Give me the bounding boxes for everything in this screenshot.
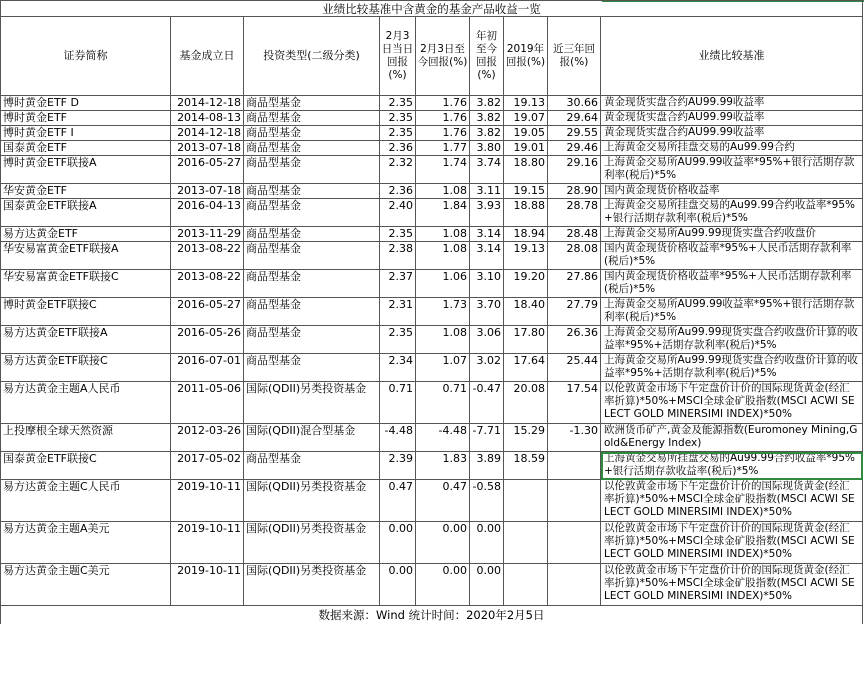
return-2019-cell[interactable]: 19.05 bbox=[504, 126, 548, 141]
fund-name-cell[interactable]: 易方达黄金ETF bbox=[1, 227, 171, 242]
benchmark-cell[interactable]: 欧洲货币矿产,黄金及能源指数(Euromoney Mining,Gold&Energy Index) bbox=[601, 424, 863, 452]
fund-name-cell[interactable]: 国泰黄金ETF bbox=[1, 141, 171, 156]
table-row bbox=[1, 522, 863, 564]
return-3y-cell[interactable] bbox=[548, 480, 601, 522]
return-3y-cell[interactable]: -1.30 bbox=[548, 424, 601, 452]
return-3y-cell[interactable]: 30.66 bbox=[548, 96, 601, 111]
inception-date-cell[interactable]: 2014-12-18 bbox=[171, 96, 244, 111]
header-type[interactable]: 投资类型(二级分类) bbox=[244, 17, 380, 96]
table-row bbox=[1, 354, 863, 382]
return-3y-cell[interactable]: 29.55 bbox=[548, 126, 601, 141]
return-3y-cell[interactable]: 28.08 bbox=[548, 242, 601, 270]
ytd-return-cell[interactable]: -7.71 bbox=[470, 424, 504, 452]
return-2019-cell[interactable]: 20.08 bbox=[504, 382, 548, 424]
table-row bbox=[1, 242, 863, 270]
inception-date-cell[interactable]: 2011-05-06 bbox=[171, 382, 244, 424]
since-return-cell[interactable]: 1.07 bbox=[416, 354, 470, 382]
return-3y-cell[interactable] bbox=[548, 564, 601, 606]
day-return-cell[interactable]: 0.00 bbox=[380, 522, 416, 564]
return-2019-cell[interactable]: 15.29 bbox=[504, 424, 548, 452]
data-source-note: 数据来源：Wind 统计时间：2020年2月5日 bbox=[1, 606, 863, 625]
since-return-cell[interactable]: 1.76 bbox=[416, 111, 470, 126]
return-3y-cell[interactable]: 28.78 bbox=[548, 199, 601, 227]
benchmark-cell[interactable]: 黄金现货实盘合约AU99.99收益率 bbox=[601, 96, 863, 111]
return-2019-cell[interactable]: 19.01 bbox=[504, 141, 548, 156]
return-2019-cell[interactable]: 18.40 bbox=[504, 298, 548, 326]
day-return-cell[interactable]: -4.48 bbox=[380, 424, 416, 452]
ytd-return-cell[interactable]: -0.58 bbox=[470, 480, 504, 522]
fund-name-cell[interactable]: 易方达黄金主题C人民币 bbox=[1, 480, 171, 522]
fund-type-cell[interactable]: 商品型基金 bbox=[244, 242, 380, 270]
day-return-cell[interactable]: 2.32 bbox=[380, 156, 416, 184]
header-name[interactable]: 证券简称 bbox=[1, 17, 171, 96]
ytd-return-cell[interactable]: -0.47 bbox=[470, 382, 504, 424]
ytd-return-cell[interactable]: 3.80 bbox=[470, 141, 504, 156]
fund-name-cell[interactable]: 华安黄金ETF bbox=[1, 184, 171, 199]
fund-type-cell[interactable]: 商品型基金 bbox=[244, 96, 380, 111]
fund-name-cell[interactable]: 华安易富黄金ETF联接C bbox=[1, 270, 171, 298]
ytd-return-cell[interactable]: 3.10 bbox=[470, 270, 504, 298]
fund-name-cell[interactable]: 博时黄金ETF联接A bbox=[1, 156, 171, 184]
day-return-cell[interactable]: 2.35 bbox=[380, 96, 416, 111]
day-return-cell[interactable]: 2.37 bbox=[380, 270, 416, 298]
ytd-return-cell[interactable]: 3.14 bbox=[470, 227, 504, 242]
table-title: 业绩比较基准中含黄金的基金产品收益一览 bbox=[1, 1, 863, 17]
benchmark-cell[interactable]: 上海黄金交易所AU99.99收益率*95%+银行活期存款利率(税后)*5% bbox=[601, 156, 863, 184]
inception-date-cell[interactable]: 2016-04-13 bbox=[171, 199, 244, 227]
return-2019-cell[interactable]: 18.88 bbox=[504, 199, 548, 227]
ytd-return-cell[interactable]: 3.82 bbox=[470, 111, 504, 126]
fund-name-cell[interactable]: 博时黄金ETF I bbox=[1, 126, 171, 141]
day-return-cell[interactable]: 0.47 bbox=[380, 480, 416, 522]
header-since-return[interactable]: 2月3日至今回报(%) bbox=[416, 17, 470, 96]
inception-date-cell[interactable]: 2013-08-22 bbox=[171, 270, 244, 298]
inception-date-cell[interactable]: 2019-10-11 bbox=[171, 480, 244, 522]
return-2019-cell[interactable]: 18.59 bbox=[504, 452, 548, 480]
since-return-cell[interactable]: 1.06 bbox=[416, 270, 470, 298]
return-2019-cell[interactable]: 19.20 bbox=[504, 270, 548, 298]
inception-date-cell[interactable]: 2013-07-18 bbox=[171, 141, 244, 156]
ytd-return-cell[interactable]: 3.89 bbox=[470, 452, 504, 480]
since-return-cell[interactable]: 1.77 bbox=[416, 141, 470, 156]
fund-type-cell[interactable]: 商品型基金 bbox=[244, 184, 380, 199]
table-row bbox=[1, 199, 863, 227]
inception-date-cell[interactable]: 2016-05-27 bbox=[171, 156, 244, 184]
return-2019-cell[interactable] bbox=[504, 564, 548, 606]
table-row bbox=[1, 156, 863, 184]
fund-type-cell[interactable]: 商品型基金 bbox=[244, 354, 380, 382]
fund-type-cell[interactable]: 商品型基金 bbox=[244, 227, 380, 242]
table-row bbox=[1, 382, 863, 424]
fund-type-cell[interactable]: 商品型基金 bbox=[244, 126, 380, 141]
benchmark-cell[interactable]: 黄金现货实盘合约AU99.99收益率 bbox=[601, 126, 863, 141]
table-row bbox=[1, 298, 863, 326]
inception-date-cell[interactable]: 2012-03-26 bbox=[171, 424, 244, 452]
fund-type-cell[interactable]: 国际(QDII)另类投资基金 bbox=[244, 480, 380, 522]
since-return-cell[interactable]: 1.73 bbox=[416, 298, 470, 326]
ytd-return-cell[interactable]: 3.14 bbox=[470, 242, 504, 270]
table-row bbox=[1, 480, 863, 522]
return-3y-cell[interactable]: 29.16 bbox=[548, 156, 601, 184]
benchmark-cell[interactable]: 上海黄金交易所AU99.99收益率*95%+银行活期存款利率(税后)*5% bbox=[601, 298, 863, 326]
benchmark-cell[interactable]: 以伦敦黄金市场下午定盘价计价的国际现货黄金(经汇率折算)*50%+MSCI全球金矿股指数(MSCI ACWI SELECT GOLD MINERSIMI INDEX)*50% bbox=[601, 382, 863, 424]
table-row bbox=[1, 270, 863, 298]
table-row bbox=[1, 126, 863, 141]
fund-name-cell[interactable]: 博时黄金ETF bbox=[1, 111, 171, 126]
return-3y-cell[interactable] bbox=[548, 522, 601, 564]
benchmark-cell[interactable]: 黄金现货实盘合约AU99.99收益率 bbox=[601, 111, 863, 126]
return-2019-cell[interactable]: 18.80 bbox=[504, 156, 548, 184]
return-3y-cell[interactable]: 25.44 bbox=[548, 354, 601, 382]
ytd-return-cell[interactable]: 3.02 bbox=[470, 354, 504, 382]
since-return-cell[interactable]: 0.00 bbox=[416, 564, 470, 606]
fund-name-cell[interactable]: 博时黄金ETF D bbox=[1, 96, 171, 111]
inception-date-cell[interactable]: 2013-08-22 bbox=[171, 242, 244, 270]
inception-date-cell[interactable]: 2013-11-29 bbox=[171, 227, 244, 242]
day-return-cell[interactable]: 2.38 bbox=[380, 242, 416, 270]
benchmark-cell[interactable]: 国内黄金现货价格收益率*95%+人民币活期存款利率(税后)*5% bbox=[601, 270, 863, 298]
ytd-return-cell[interactable]: 3.82 bbox=[470, 126, 504, 141]
inception-date-cell[interactable]: 2013-07-18 bbox=[171, 184, 244, 199]
fund-type-cell[interactable]: 国际(QDII)另类投资基金 bbox=[244, 382, 380, 424]
inception-date-cell[interactable]: 2014-12-18 bbox=[171, 126, 244, 141]
since-return-cell[interactable]: 1.76 bbox=[416, 126, 470, 141]
ytd-return-cell[interactable]: 0.00 bbox=[470, 522, 504, 564]
return-2019-cell[interactable]: 17.64 bbox=[504, 354, 548, 382]
fund-type-cell[interactable]: 商品型基金 bbox=[244, 298, 380, 326]
since-return-cell[interactable]: -4.48 bbox=[416, 424, 470, 452]
since-return-cell[interactable]: 0.47 bbox=[416, 480, 470, 522]
benchmark-cell[interactable]: 以伦敦黄金市场下午定盘价计价的国际现货黄金(经汇率折算)*50%+MSCI全球金矿股指数(MSCI ACWI SELECT GOLD MINERSIMI INDEX)*50% bbox=[601, 480, 863, 522]
inception-date-cell[interactable]: 2016-05-27 bbox=[171, 298, 244, 326]
day-return-cell[interactable]: 2.31 bbox=[380, 298, 416, 326]
day-return-cell[interactable]: 2.39 bbox=[380, 452, 416, 480]
return-2019-cell[interactable]: 19.13 bbox=[504, 242, 548, 270]
return-3y-cell[interactable]: 27.86 bbox=[548, 270, 601, 298]
fund-type-cell[interactable]: 商品型基金 bbox=[244, 270, 380, 298]
since-return-cell[interactable]: 1.08 bbox=[416, 242, 470, 270]
fund-type-cell[interactable]: 国际(QDII)混合型基金 bbox=[244, 424, 380, 452]
ytd-return-cell[interactable]: 3.70 bbox=[470, 298, 504, 326]
benchmark-cell[interactable]: 以伦敦黄金市场下午定盘价计价的国际现货黄金(经汇率折算)*50%+MSCI全球金矿股指数(MSCI ACWI SELECT GOLD MINERSIMI INDEX)*50% bbox=[601, 522, 863, 564]
return-3y-cell[interactable] bbox=[548, 452, 601, 480]
ytd-return-cell[interactable]: 0.00 bbox=[470, 564, 504, 606]
fund-name-cell[interactable]: 上投摩根全球天然资源 bbox=[1, 424, 171, 452]
benchmark-cell[interactable]: 上海黄金交易所Au99.99现货实盘合约收盘价计算的收益率*95%+活期存款利率(税后)*5% bbox=[601, 354, 863, 382]
fund-name-cell[interactable]: 易方达黄金主题C美元 bbox=[1, 564, 171, 606]
since-return-cell[interactable]: 1.83 bbox=[416, 452, 470, 480]
day-return-cell[interactable]: 2.36 bbox=[380, 184, 416, 199]
table-row bbox=[1, 96, 863, 111]
ytd-return-cell[interactable]: 3.82 bbox=[470, 96, 504, 111]
return-3y-cell[interactable]: 27.79 bbox=[548, 298, 601, 326]
table-row bbox=[1, 227, 863, 242]
fund-name-cell[interactable]: 易方达黄金ETF联接A bbox=[1, 326, 171, 354]
ytd-return-cell[interactable]: 3.74 bbox=[470, 156, 504, 184]
since-return-cell[interactable]: 1.08 bbox=[416, 227, 470, 242]
inception-date-cell[interactable]: 2017-05-02 bbox=[171, 452, 244, 480]
header-3y-return[interactable]: 近三年回报(%) bbox=[548, 17, 601, 96]
ytd-return-cell[interactable]: 3.93 bbox=[470, 199, 504, 227]
table-row bbox=[1, 111, 863, 126]
return-2019-cell[interactable]: 19.07 bbox=[504, 111, 548, 126]
table-row bbox=[1, 326, 863, 354]
benchmark-cell[interactable]: 国内黄金现货价格收益率*95%+人民币活期存款利率(税后)*5% bbox=[601, 242, 863, 270]
table-row bbox=[1, 564, 863, 606]
since-return-cell[interactable]: 1.08 bbox=[416, 184, 470, 199]
fund-type-cell[interactable]: 商品型基金 bbox=[244, 452, 380, 480]
day-return-cell[interactable]: 2.34 bbox=[380, 354, 416, 382]
ytd-return-cell[interactable]: 3.11 bbox=[470, 184, 504, 199]
header-2019-return[interactable]: 2019年回报(%) bbox=[504, 17, 548, 96]
fund-type-cell[interactable]: 国际(QDII)另类投资基金 bbox=[244, 564, 380, 606]
inception-date-cell[interactable]: 2019-10-11 bbox=[171, 564, 244, 606]
return-3y-cell[interactable]: 26.36 bbox=[548, 326, 601, 354]
day-return-cell[interactable]: 2.35 bbox=[380, 227, 416, 242]
ytd-return-cell[interactable]: 3.06 bbox=[470, 326, 504, 354]
since-return-cell[interactable]: 0.00 bbox=[416, 522, 470, 564]
header-day-return[interactable]: 2月3日当日回报(%) bbox=[380, 17, 416, 96]
benchmark-cell[interactable]: 上海黄金交易所挂盘交易的Au99.99合约收益率*95%+银行活期存款利率(税后)*5% bbox=[601, 199, 863, 227]
fund-type-cell[interactable]: 商品型基金 bbox=[244, 111, 380, 126]
fund-name-cell[interactable]: 博时黄金ETF联接C bbox=[1, 298, 171, 326]
benchmark-cell[interactable]: 上海黄金交易所挂盘交易的Au99.99合约 bbox=[601, 141, 863, 156]
fund-type-cell[interactable]: 商品型基金 bbox=[244, 156, 380, 184]
return-2019-cell[interactable] bbox=[504, 522, 548, 564]
fund-name-cell[interactable]: 国泰黄金ETF联接C bbox=[1, 452, 171, 480]
day-return-cell[interactable]: 0.71 bbox=[380, 382, 416, 424]
return-3y-cell[interactable]: 28.90 bbox=[548, 184, 601, 199]
fund-name-cell[interactable]: 易方达黄金ETF联接C bbox=[1, 354, 171, 382]
benchmark-cell[interactable]: 上海黄金交易所Au99.99现货实盘合约收盘价 bbox=[601, 227, 863, 242]
fund-type-cell[interactable]: 国际(QDII)另类投资基金 bbox=[244, 522, 380, 564]
inception-date-cell[interactable]: 2016-07-01 bbox=[171, 354, 244, 382]
fund-type-cell[interactable]: 商品型基金 bbox=[244, 326, 380, 354]
day-return-cell[interactable]: 2.35 bbox=[380, 326, 416, 354]
day-return-cell[interactable]: 2.36 bbox=[380, 141, 416, 156]
table-row bbox=[1, 184, 863, 199]
return-2019-cell[interactable]: 17.80 bbox=[504, 326, 548, 354]
fund-type-cell[interactable]: 商品型基金 bbox=[244, 199, 380, 227]
benchmark-cell[interactable]: 上海黄金交易所挂盘交易的Au99.99合约收益率*95%+银行活期存款收益率(税后)*5% bbox=[601, 452, 863, 480]
fund-name-cell[interactable]: 易方达黄金主题A美元 bbox=[1, 522, 171, 564]
return-3y-cell[interactable]: 17.54 bbox=[548, 382, 601, 424]
since-return-cell[interactable]: 1.74 bbox=[416, 156, 470, 184]
table-row bbox=[1, 424, 863, 452]
day-return-cell[interactable]: 0.00 bbox=[380, 564, 416, 606]
return-3y-cell[interactable]: 29.46 bbox=[548, 141, 601, 156]
table-row bbox=[1, 452, 863, 480]
since-return-cell[interactable]: 1.08 bbox=[416, 326, 470, 354]
since-return-cell[interactable]: 1.84 bbox=[416, 199, 470, 227]
day-return-cell[interactable]: 2.35 bbox=[380, 126, 416, 141]
return-2019-cell[interactable]: 18.94 bbox=[504, 227, 548, 242]
return-3y-cell[interactable]: 28.48 bbox=[548, 227, 601, 242]
since-return-cell[interactable]: 1.76 bbox=[416, 96, 470, 111]
table-row bbox=[1, 141, 863, 156]
return-2019-cell[interactable]: 19.15 bbox=[504, 184, 548, 199]
fund-name-cell[interactable]: 易方达黄金主题A人民币 bbox=[1, 382, 171, 424]
benchmark-cell[interactable]: 上海黄金交易所Au99.99现货实盘合约收盘价计算的收益率*95%+活期存款利率(税后)*5% bbox=[601, 326, 863, 354]
return-3y-cell[interactable]: 29.64 bbox=[548, 111, 601, 126]
inception-date-cell[interactable]: 2014-08-13 bbox=[171, 111, 244, 126]
since-return-cell[interactable]: 0.71 bbox=[416, 382, 470, 424]
header-date[interactable]: 基金成立日 bbox=[171, 17, 244, 96]
return-2019-cell[interactable] bbox=[504, 480, 548, 522]
return-2019-cell[interactable]: 19.13 bbox=[504, 96, 548, 111]
benchmark-cell[interactable]: 以伦敦黄金市场下午定盘价计价的国际现货黄金(经汇率折算)*50%+MSCI全球金矿股指数(MSCI ACWI SELECT GOLD MINERSIMI INDEX)*50% bbox=[601, 564, 863, 606]
benchmark-cell[interactable]: 国内黄金现货价格收益率 bbox=[601, 184, 863, 199]
day-return-cell[interactable]: 2.35 bbox=[380, 111, 416, 126]
fund-type-cell[interactable]: 商品型基金 bbox=[244, 141, 380, 156]
inception-date-cell[interactable]: 2019-10-11 bbox=[171, 522, 244, 564]
fund-name-cell[interactable]: 国泰黄金ETF联接A bbox=[1, 199, 171, 227]
header-ytd-return[interactable]: 年初至今回报(%) bbox=[470, 17, 504, 96]
fund-name-cell[interactable]: 华安易富黄金ETF联接A bbox=[1, 242, 171, 270]
header-benchmark[interactable]: 业绩比较基准 bbox=[601, 17, 863, 96]
inception-date-cell[interactable]: 2016-05-26 bbox=[171, 326, 244, 354]
table-body bbox=[1, 96, 863, 606]
day-return-cell[interactable]: 2.40 bbox=[380, 199, 416, 227]
